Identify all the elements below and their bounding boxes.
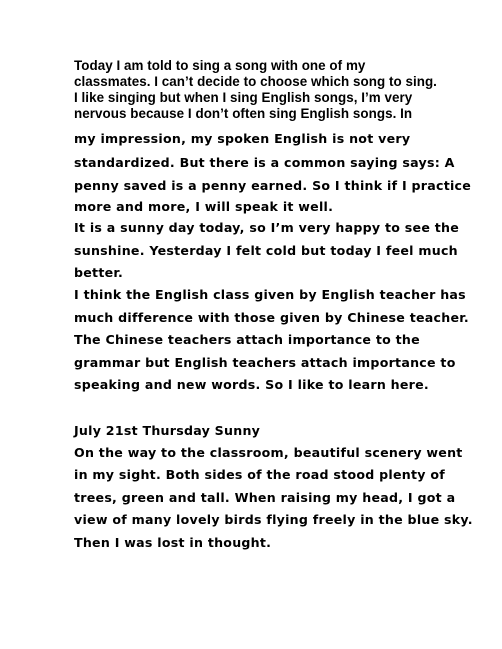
text-line: in my sight. Both sides of the road stood plenty of [74, 467, 445, 482]
text-line: I think the English class given by English teacher has [74, 287, 466, 302]
text-line: On the way to the classroom, beautiful scenery went [74, 445, 463, 460]
text-line: I like singing but when I sing English songs, I’m very [74, 90, 413, 105]
text-line: trees, green and tall. When raising my head, I got a [74, 490, 456, 505]
text-line: better. [74, 265, 124, 280]
text-line: speaking and new words. So I like to learn here. [74, 377, 429, 392]
text-line: Then I was lost in thought. [74, 535, 272, 550]
text-line: nervous because I don’t often sing English songs. In [74, 106, 413, 121]
text-line: more and more, I will speak it well. [74, 199, 334, 214]
text-line: grammar but English teachers attach importance to [74, 355, 456, 370]
text-line: classmates. I can’t decide to choose which song to sing. [74, 74, 437, 89]
text-line: sunshine. Yesterday I felt cold but today I feel much [74, 243, 458, 258]
text-line: Today I am told to sing a song with one of my [74, 58, 366, 73]
text-line: standardized. But there is a common saying says: A [74, 155, 455, 170]
text-line: much difference with those given by Chinese teacher. [74, 310, 469, 325]
text-line: view of many lovely birds flying freely in the blue sky. [74, 512, 473, 527]
section-heading: July 21st Thursday Sunny [74, 423, 261, 438]
text-line: It is a sunny day today, so I’m very happy to see the [74, 220, 460, 235]
text-line: The Chinese teachers attach importance to the [74, 332, 420, 347]
text-line: my impression, my spoken English is not very [74, 131, 411, 146]
text-line: penny saved is a penny earned. So I think if I practice [74, 178, 472, 193]
